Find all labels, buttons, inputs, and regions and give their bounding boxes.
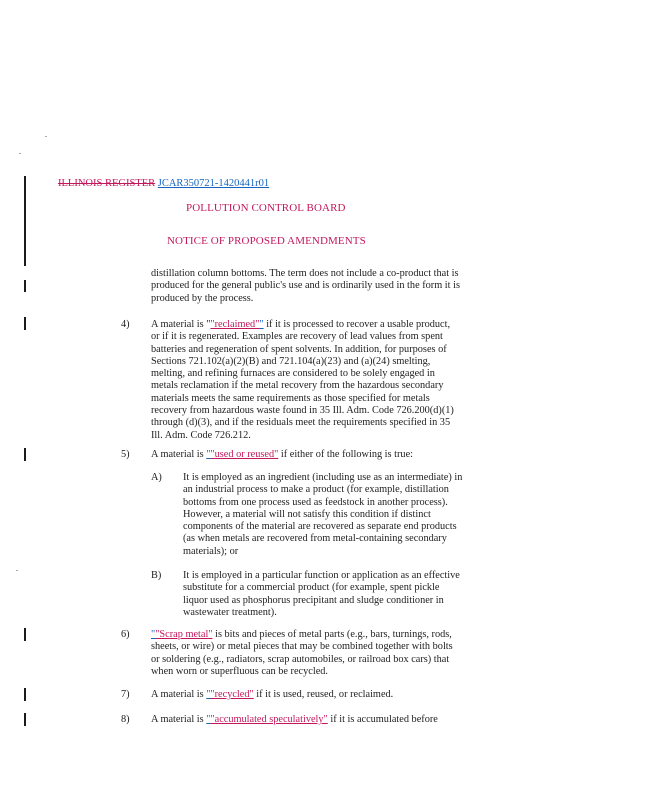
item-number: 4) bbox=[121, 319, 130, 330]
item-number: 5) bbox=[121, 449, 130, 460]
definition-reclaimed: A material is ""reclaimed"" if it is processed to recover a usable product, or if it is regenerated. Examples are recovery of lead values from spent batteries and regeneration of spent solvents. In addition, for purposes of Sections 721.102(a)(2)(B) and 721.104(a)(23) and (a)(24) smelting, melting, and refining furnaces are considered to be solely engaged in metals reclamation if the metal recovery from the hazardous secondary materials meets the same requirements as those specified for metals recovery from hazardous waste found in 35 Ill. Adm. Code 726.200(d)(1) through (d)(3), and if the residuals meet the requirements specified in 35 Ill. Adm. Code 726.212. bbox=[151, 319, 454, 441]
inserted-header-text: JCAR350721-1420441r01 bbox=[157, 178, 270, 189]
definition-scrap-metal: ""Scrap metal" is bits and pieces of metal parts (e.g., bars, turnings, rods, sheets, or wire) or metal pieces that may be combined together with bolts or soldering (e.g., radiators, scrap automobiles, or railroad box cars) that when worn or superfluous can be recycled. bbox=[151, 629, 453, 677]
change-bar bbox=[24, 317, 26, 330]
sub-item-letter: A) bbox=[151, 472, 162, 483]
definition-recycled: A material is ""recycled" if it is used, reused, or reclaimed. bbox=[151, 689, 394, 700]
board-title: POLLUTION CONTROL BOARD bbox=[186, 202, 346, 214]
change-bar bbox=[24, 688, 26, 701]
change-bar bbox=[24, 280, 26, 292]
change-bar bbox=[24, 713, 26, 726]
definition-used-or-reused: A material is ""used or reused" if either of the following is true: bbox=[151, 449, 413, 460]
change-bar bbox=[24, 176, 26, 266]
struck-header-text: ILLINOIS REGISTER bbox=[58, 178, 156, 189]
sub-item-a-text: It is employed as an ingredient (including use as an intermediate) in an industrial process to make a product (for example, distillation bottoms from one process used as feedstock in another process). However, a material will not satisfy this condition if distinct components of the material are recovered as separate end products (as when metals are recovered from metal-containing secondary materials); or bbox=[183, 472, 463, 557]
sub-item-b-text: It is employed in a particular function or application as an effective substitute for a commercial product (for example, spent pickle liquor used as phosphorus precipitant and sludge conditioner in wastewater treatment). bbox=[183, 570, 460, 618]
change-bar bbox=[24, 448, 26, 461]
definition-accumulated-speculatively: A material is ""accumulated speculatively" if it is accumulated before bbox=[151, 714, 438, 725]
sub-item-letter: B) bbox=[151, 570, 162, 581]
item-number: 6) bbox=[121, 629, 130, 640]
item-number: 8) bbox=[121, 714, 130, 725]
intro-paragraph: distillation column bottoms. The term does not include a co-product that is produced for the general public's use and is ordinarily used in the form it is produced by the process. bbox=[151, 268, 460, 304]
item-number: 7) bbox=[121, 689, 130, 700]
change-bar bbox=[24, 628, 26, 641]
notice-title: NOTICE OF PROPOSED AMENDMENTS bbox=[167, 235, 366, 247]
register-header bbox=[58, 178, 269, 189]
